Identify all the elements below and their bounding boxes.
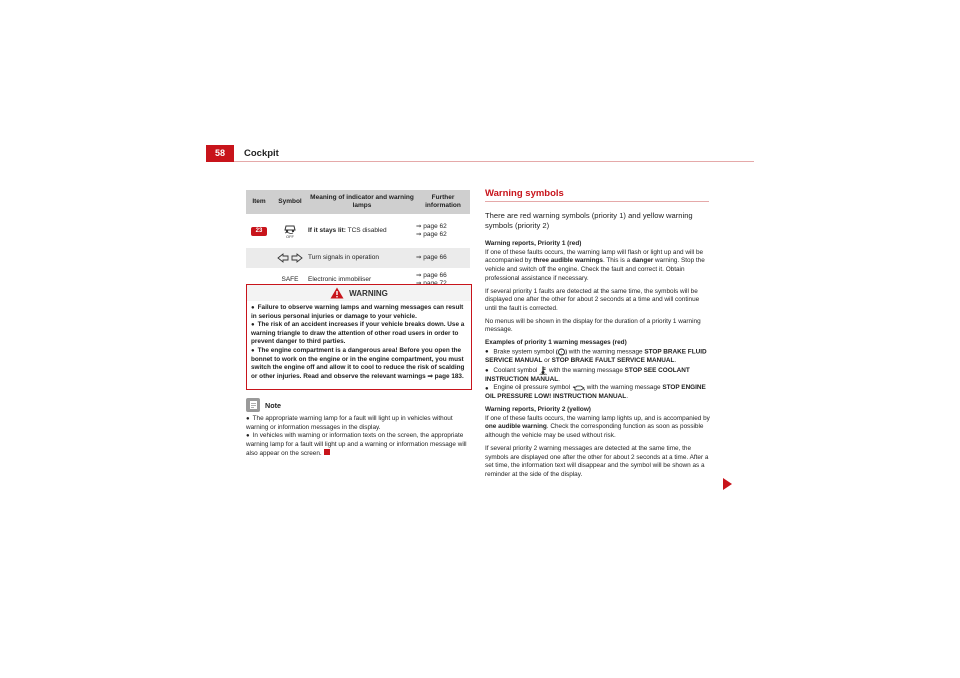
page-number: 58 bbox=[206, 145, 234, 162]
further-cell bbox=[416, 223, 470, 240]
section-intro: There are red warning symbols (priority 1) and yellow warning symbols (priority 2) bbox=[485, 211, 693, 231]
note-bullet: ● In vehicles with warning or information texts on the screen, the appropriate warning lamp for a fault will light up and a warning or information message will also appear on the screen. bbox=[246, 432, 472, 459]
turn-signals-icon bbox=[272, 253, 308, 263]
section-end-mark bbox=[324, 449, 330, 455]
table-row bbox=[246, 214, 470, 248]
subheading: Warning reports, Priority 1 (red) bbox=[485, 240, 582, 247]
col-header-item: Item bbox=[252, 198, 266, 205]
warning-title: WARNING bbox=[349, 288, 388, 298]
section-title: Warning symbols bbox=[485, 188, 709, 202]
page-reference: ⇒ page 62 bbox=[416, 231, 447, 238]
list-item: ● Coolant symbol with the warning message STOP SEE COOLANT INSTRUCTION MANUAL. bbox=[485, 366, 712, 385]
meaning-cell: If it stays lit: TCS disabled bbox=[308, 226, 387, 234]
brake-system-icon bbox=[556, 348, 567, 356]
note-icon bbox=[246, 398, 260, 412]
warning-box bbox=[246, 284, 472, 390]
subheading: Warning reports, Priority 2 (yellow) bbox=[485, 406, 591, 414]
paragraph: If several priority 2 warning messages are detected at the same time, the symbols are displayed one after the other for about 2 seconds at a time. After a set time, the information text will disappear and the symbol will be shown as a reminder at the side of the display. bbox=[485, 444, 709, 478]
item-badge: 23 bbox=[251, 227, 267, 236]
tcs-off-icon bbox=[272, 223, 308, 239]
table-header bbox=[246, 190, 470, 214]
svg-text:!: ! bbox=[560, 349, 562, 355]
meaning-cell: Electronic immobiliser bbox=[308, 275, 372, 283]
col-header-further: Further information bbox=[425, 194, 461, 209]
warning-bullet: ● The risk of an accident increases if your vehicle breaks down. Use a warning triangle to draw the attention of other road users in order to prevent danger to third parties. bbox=[251, 321, 467, 347]
page-header-rule bbox=[206, 145, 754, 162]
next-page-arrow-icon bbox=[723, 478, 732, 490]
safe-symbol: SAFE bbox=[281, 275, 299, 283]
warning-bullet: ● The engine compartment is a dangerous area! Before you open the bonnet to work on the engine or in the engine compartment, you must switch the engine off and allow it to cool to reduce the risk of scalding or other injuries. Read and observe the relevant warnings ⇒ page 183. bbox=[251, 347, 467, 381]
note-bullet: ● The appropriate warning lamp for a fault will light up in vehicles without warning or information messages in the display. bbox=[246, 415, 472, 432]
further-cell bbox=[416, 254, 470, 263]
page-reference: ⇒ page 66 bbox=[416, 253, 447, 261]
paragraph: If one of these faults occurs, the warning lamp lights up, and is accompanied by one audible warning. Check the corresponding function as soon as possible although the vehicle may be used without risk. bbox=[485, 414, 710, 440]
indicator-table bbox=[246, 190, 470, 292]
page-reference: ⇒ page 66 bbox=[416, 271, 447, 279]
col-header-symbol: Symbol bbox=[278, 198, 302, 205]
list-item: ● Engine oil pressure symbol with the warning message STOP ENGINE OIL PRESSURE LOW! INSTRUCTION MANUAL. bbox=[485, 384, 712, 402]
svg-text:OFF: OFF bbox=[286, 234, 294, 239]
page-title: Cockpit bbox=[244, 148, 279, 159]
table-row bbox=[246, 248, 470, 268]
paragraph: No menus will be shown in the display for the duration of a priority 1 warning message. bbox=[485, 317, 701, 334]
note-title: Note bbox=[265, 400, 281, 410]
meaning-cell: Turn signals in operation bbox=[308, 253, 379, 261]
warning-bullet: ● Failure to observe warning lamps and warning messages can result in serious personal injuries or damage to your vehicle. bbox=[251, 304, 467, 321]
list-item: ● Brake system symbol ! with the warning message STOP BRAKE FLUID SERVICE MANUAL or STOP BRAKE FAULT SERVICE MANUAL. bbox=[485, 348, 712, 366]
oil-pressure-icon bbox=[572, 384, 585, 391]
paragraph: If several priority 1 faults are detected at the same time, the symbols will be displayed one after the other for about 2 seconds at a time and will continue until the fault is corrected. bbox=[485, 287, 700, 312]
page-reference: ⇒ page 62 bbox=[416, 222, 447, 230]
paragraph: If one of these faults occurs, the warning lamp will flash or light up and will be accompanied by three audible warnings. This is a danger warning. Stop the vehicle and switch off the engine. Check the fault and correct it. Obtain professional assistance if necessary. bbox=[485, 248, 705, 282]
subheading: Examples of priority 1 warning messages (red) bbox=[485, 339, 627, 347]
warning-triangle-icon bbox=[330, 287, 344, 299]
col-header-meaning: Meaning of indicator and warning lamps bbox=[310, 194, 414, 209]
section-body bbox=[485, 240, 712, 484]
note-box bbox=[246, 397, 472, 459]
